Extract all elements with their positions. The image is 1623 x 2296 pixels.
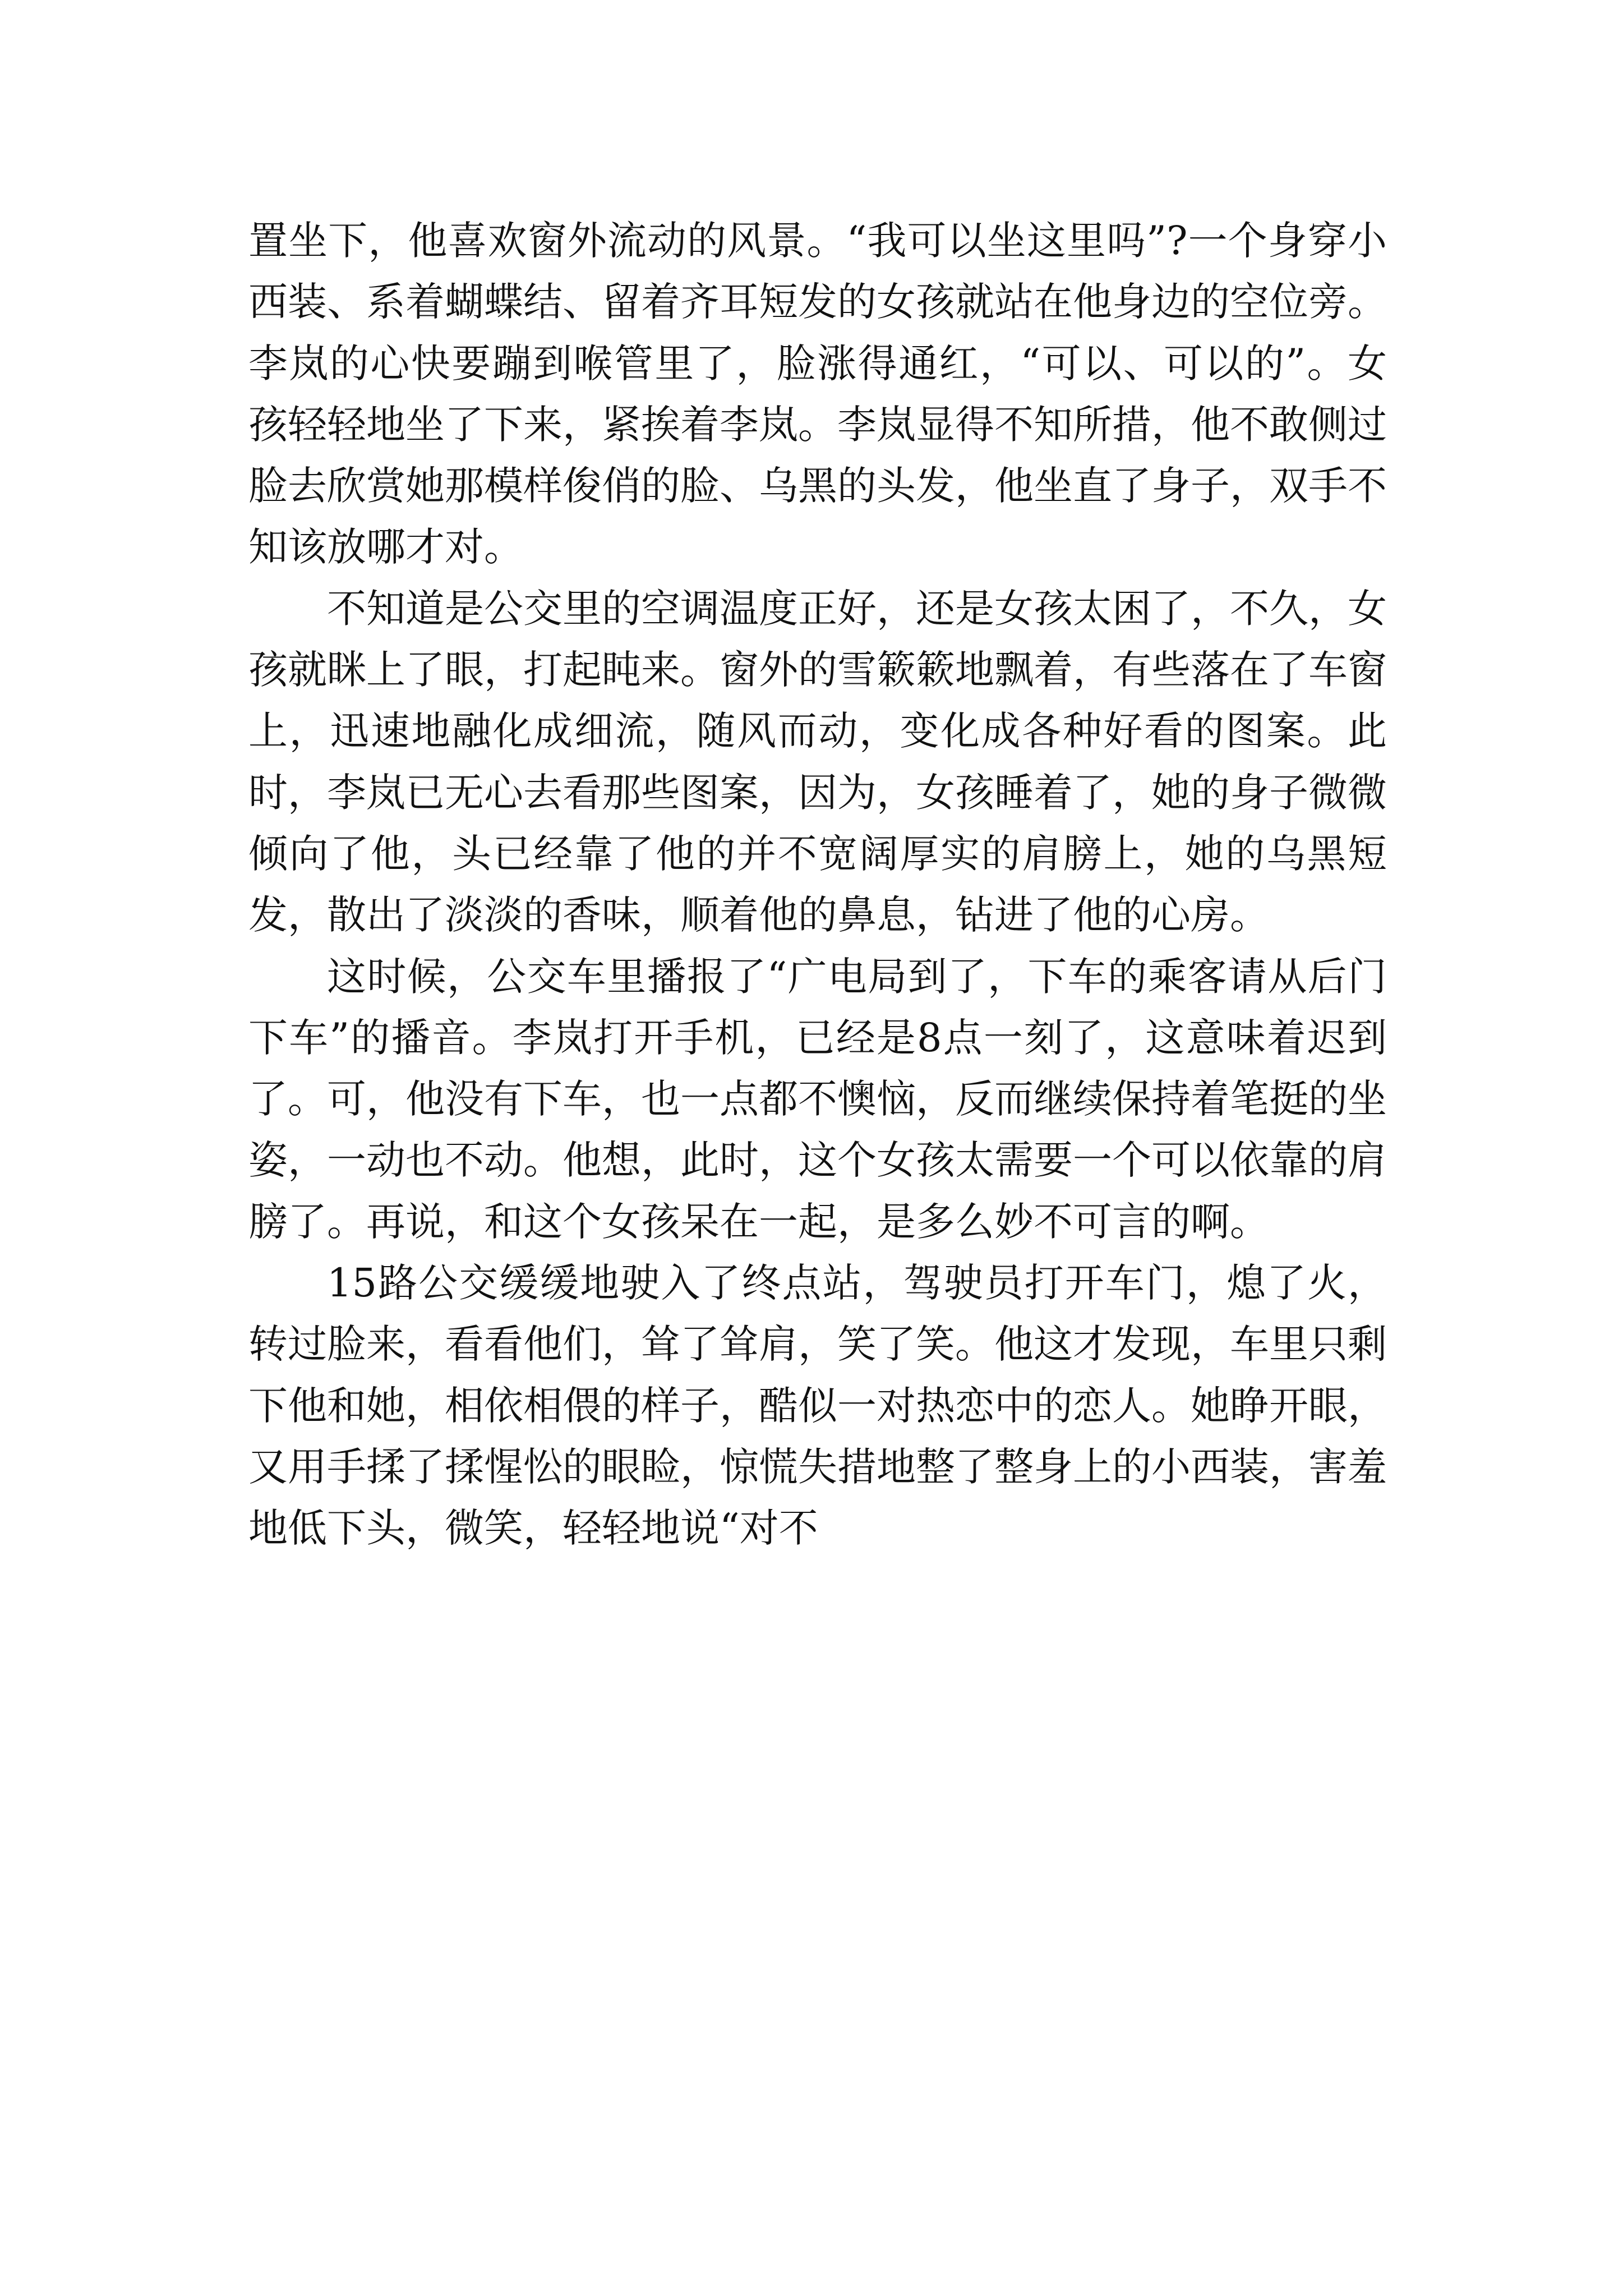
- paragraph-1: 置坐下，他喜欢窗外流动的风景。“我可以坐这里吗”?一个身穿小西装、系着蝴蝶结、留着齐耳短发的女孩就站在他身边的空位旁。李岚的心快要蹦到喉管里了，脸涨得通红，“可以、可以的”。女孩轻轻地坐了下来，紧挨着李岚。李岚显得不知所措，他不敢侧过脸去欣赏她那模样俊俏的脸、乌黑的头发，他坐直了身子，双手不知该放哪才对。: [248, 218, 1387, 570]
- paragraph-3: 这时候，公交车里播报了“广电局到了，下车的乘客请从后门下车”的播音。李岚打开手机，已经是8点一刻了，这意味着迟到了。可，他没有下车，也一点都不懊恼，反而继续保持着笔挺的坐姿，一动也不动。他想，此时，这个女孩太需要一个可以依靠的肩膀了。再说，和这个女孩呆在一起，是多么妙不可言的啊。: [248, 953, 1387, 1245]
- paragraph-2: 不知道是公交里的空调温度正好，还是女孩太困了，不久，女孩就眯上了眼，打起盹来。窗外的雪簌簌地飘着，有些落在了车窗上，迅速地融化成细流，随风而动，变化成各种好看的图案。此时，李岚已无心去看那些图案，因为，女孩睡着了，她的身子微微倾向了他，头已经靠了他的并不宽阔厚实的肩膀上，她的乌黑短发，散出了淡淡的香味，顺着他的鼻息，钻进了他的心房。: [248, 585, 1387, 938]
- paragraph-4: 15路公交缓缓地驶入了终点站，驾驶员打开车门，熄了火，转过脸来，看看他们，耸了耸肩，笑了笑。他这才发现，车里只剩下他和她，相依相偎的样子，酷似一对热恋中的恋人。她睁开眼，又用手揉了揉惺忪的眼睑，惊慌失措地整了整身上的小西装，害羞地低下头，微笑，轻轻地说“对不: [248, 1260, 1387, 1552]
- document-body: [248, 210, 1387, 1559]
